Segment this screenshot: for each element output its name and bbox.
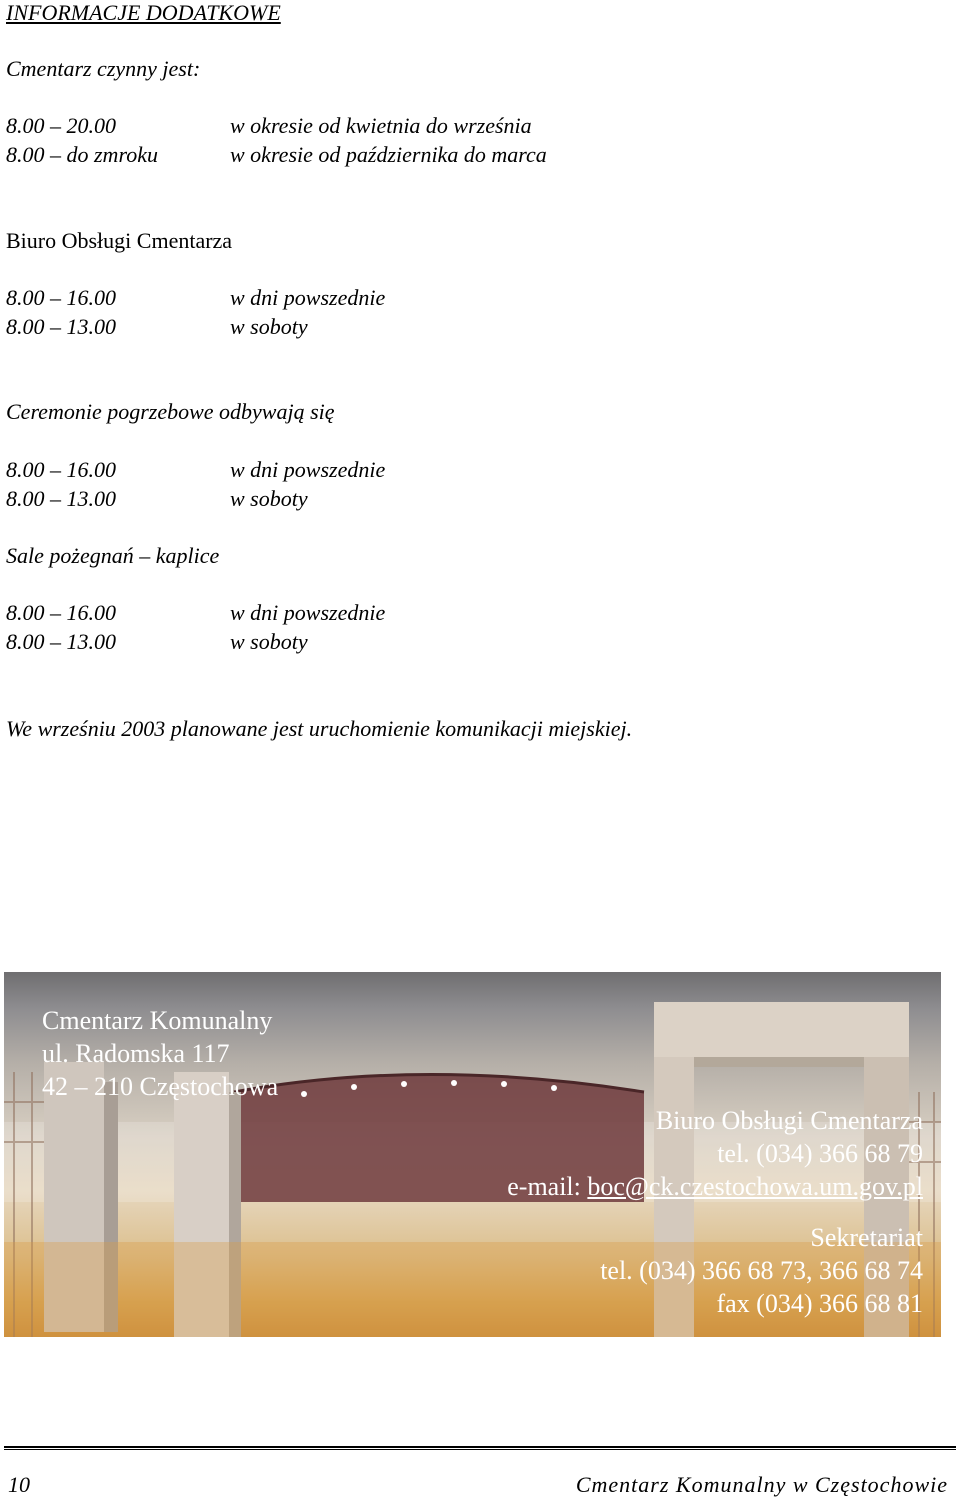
footer-rule-thin bbox=[4, 1449, 956, 1450]
page-number: 10 bbox=[8, 1472, 30, 1497]
days: w soboty bbox=[230, 314, 308, 339]
time: 8.00 – 16.00 bbox=[6, 600, 116, 625]
office-label: Biuro Obsługi Cmentarza bbox=[6, 228, 233, 253]
footer-title: Cmentarz Komunalny w Częstochowie bbox=[575, 1472, 948, 1497]
days: w dni powszednie bbox=[230, 285, 386, 310]
days: w soboty bbox=[230, 486, 308, 511]
footer-rule bbox=[4, 1446, 956, 1448]
office-title: Biuro Obsługi Cmentarza bbox=[655, 1106, 923, 1135]
address-city: 42 – 210 Częstochowa bbox=[42, 1072, 279, 1101]
address-name: Cmentarz Komunalny bbox=[42, 1006, 273, 1035]
days: w dni powszednie bbox=[230, 457, 386, 482]
time: 8.00 – 20.00 bbox=[6, 113, 116, 138]
halls-row bbox=[6, 600, 386, 626]
secretariat-fax: fax (034) 366 68 81 bbox=[716, 1289, 923, 1318]
days: w soboty bbox=[230, 629, 308, 654]
office-row bbox=[6, 285, 386, 311]
office-email-line bbox=[507, 1170, 923, 1203]
cemetery-banner bbox=[4, 972, 941, 1337]
ceremonies-label: Ceremonie pogrzebowe odbywają się bbox=[6, 399, 335, 424]
halls-label: Sale pożegnań – kaplice bbox=[6, 543, 220, 568]
transport-note: We wrześniu 2003 planowane jest uruchomienie komunikacji miejskiej. bbox=[6, 716, 633, 741]
open-hours-label: Cmentarz czynny jest: bbox=[6, 56, 201, 81]
time: 8.00 – 13.00 bbox=[6, 486, 116, 511]
period: w okresie od kwietnia do września bbox=[230, 113, 532, 138]
secretariat-phone: tel. (034) 366 68 73, 366 68 74 bbox=[600, 1256, 923, 1285]
email-link[interactable]: boc@ck.czestochowa.um.gov.pl bbox=[587, 1172, 923, 1201]
time: 8.00 – 16.00 bbox=[6, 285, 116, 310]
period: w okresie od października do marca bbox=[230, 142, 547, 167]
time: 8.00 – 13.00 bbox=[6, 629, 116, 654]
days: w dni powszednie bbox=[230, 600, 386, 625]
address-street: ul. Radomska 117 bbox=[42, 1039, 230, 1068]
page-heading: INFORMACJE DODATKOWE bbox=[6, 0, 281, 25]
ceremonies-row bbox=[6, 457, 386, 483]
open-hours-row bbox=[6, 142, 547, 168]
email-label: e-mail: bbox=[507, 1172, 588, 1201]
halls-row bbox=[6, 629, 308, 655]
ceremonies-row bbox=[6, 486, 308, 512]
time: 8.00 – 16.00 bbox=[6, 457, 116, 482]
time: 8.00 – 13.00 bbox=[6, 314, 116, 339]
time: 8.00 – do zmroku bbox=[6, 142, 158, 167]
open-hours-row bbox=[6, 113, 532, 139]
office-phone: tel. (034) 366 68 79 bbox=[717, 1139, 923, 1168]
secretariat-title: Sekretariat bbox=[810, 1223, 923, 1252]
office-row bbox=[6, 314, 308, 340]
